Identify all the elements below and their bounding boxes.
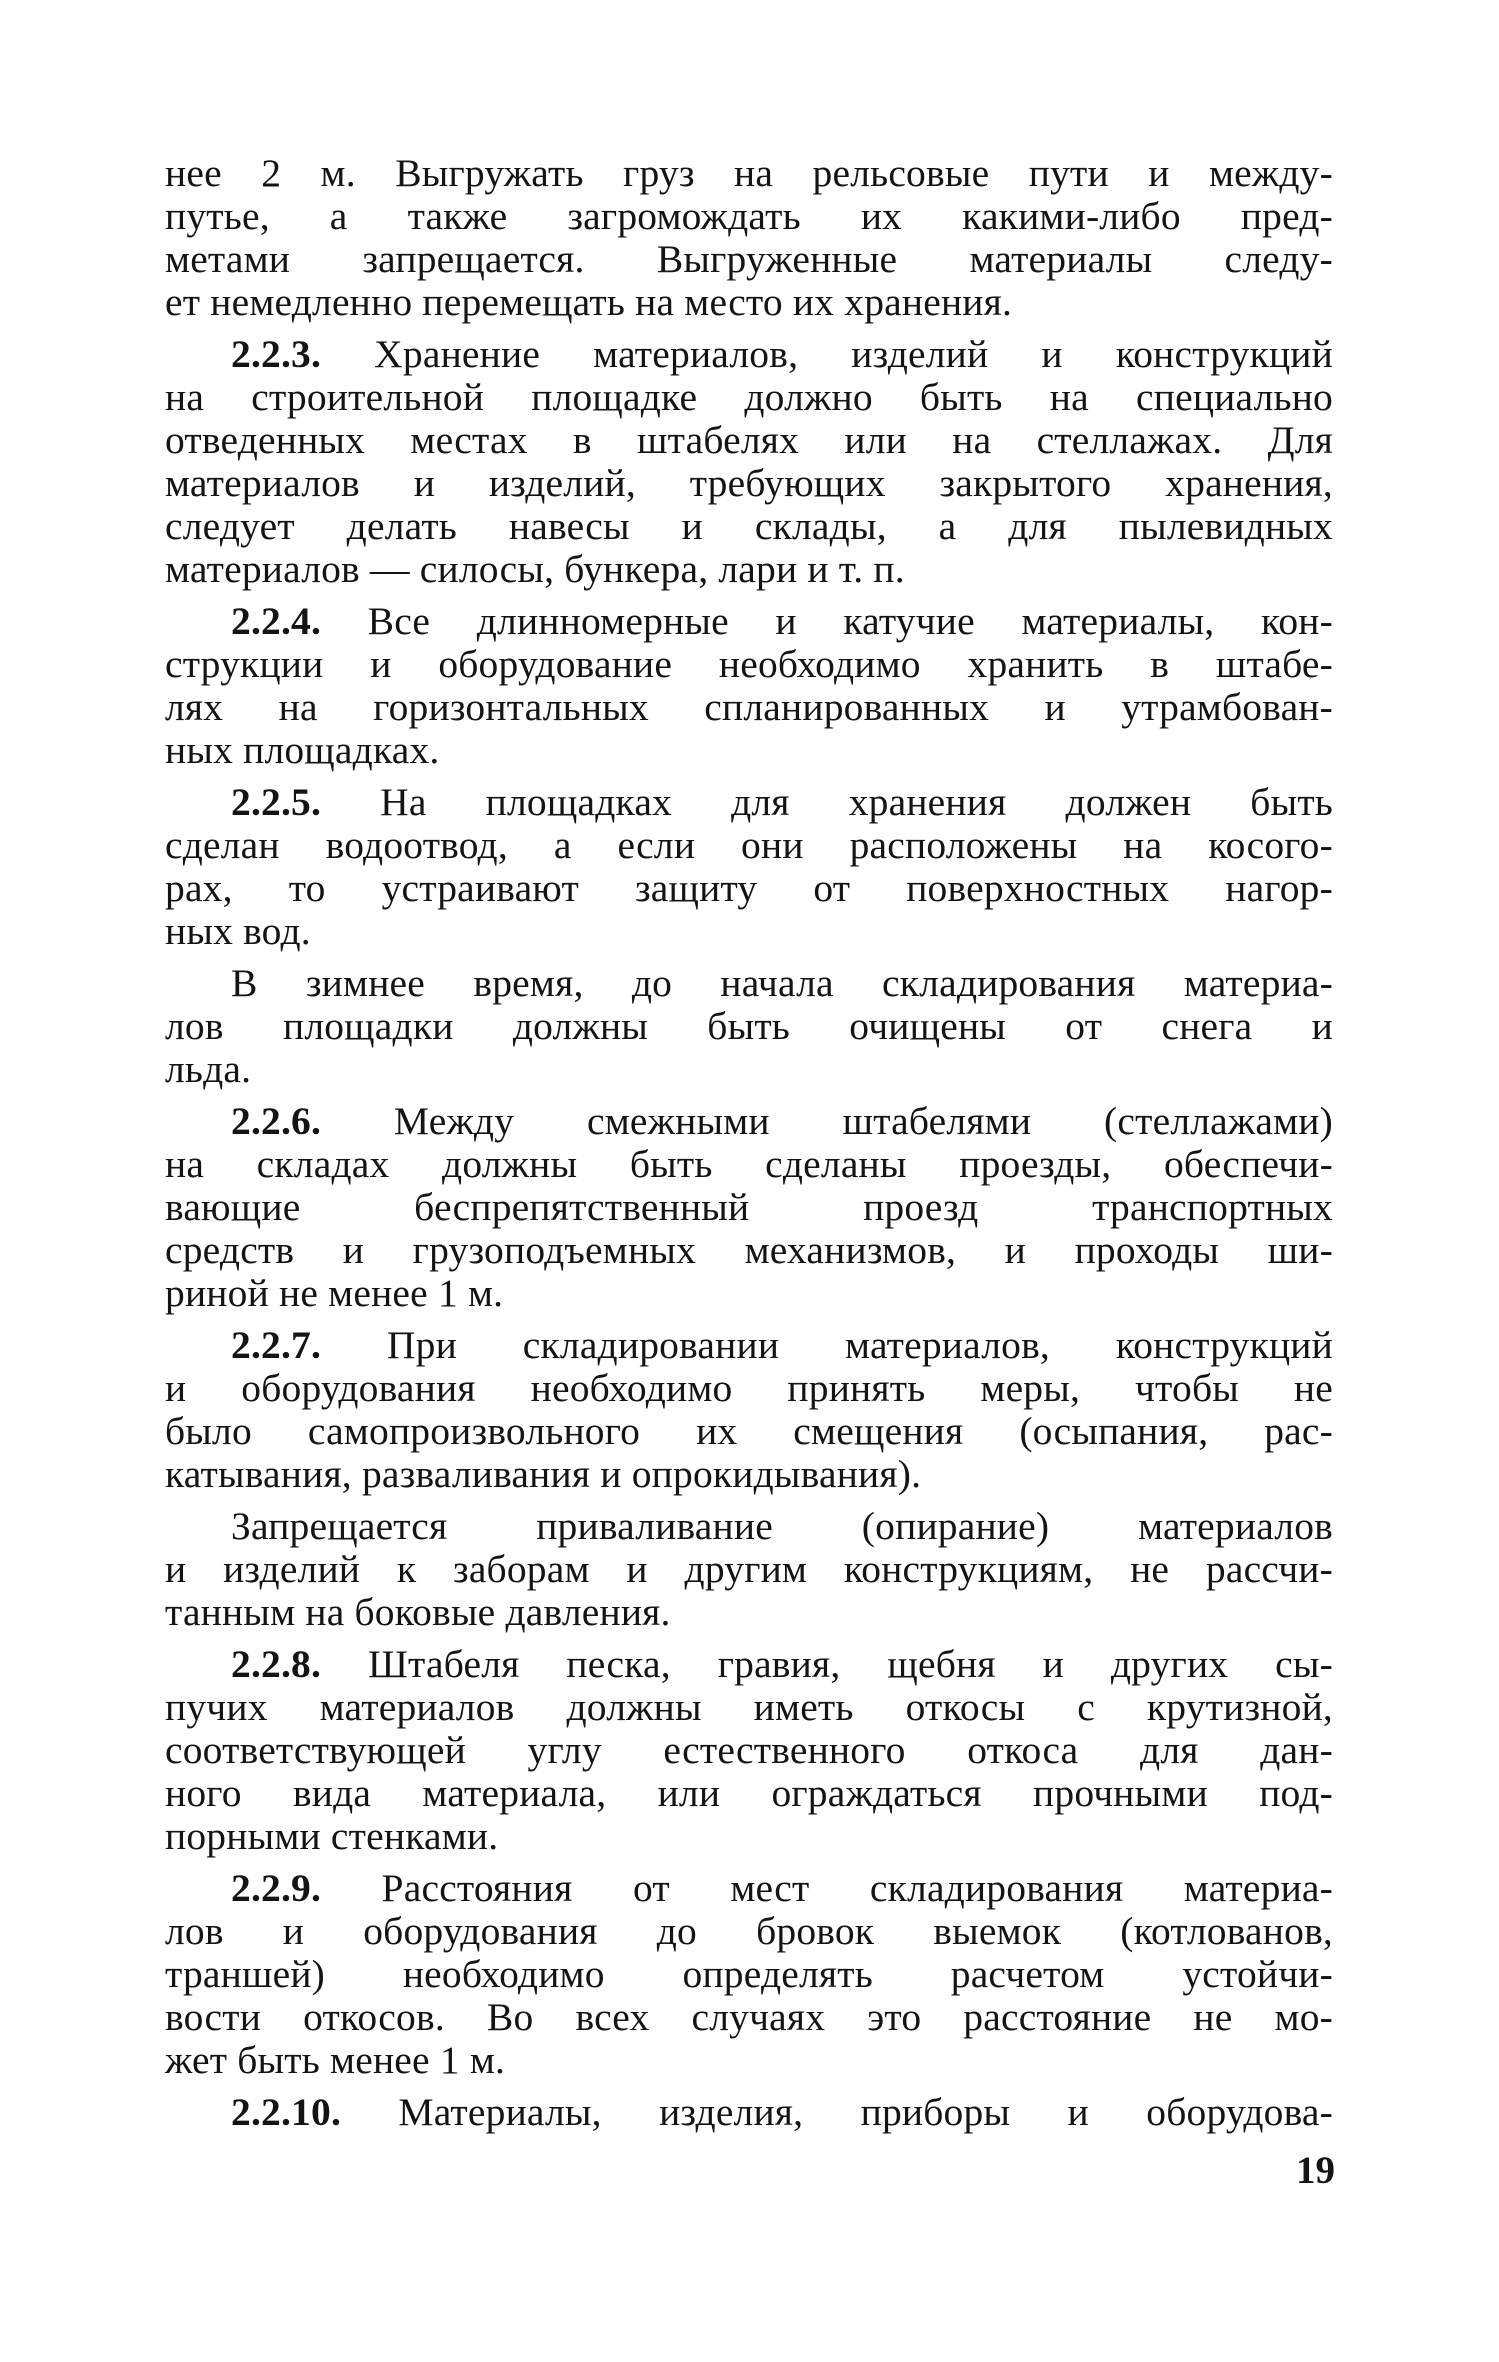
section-number: 2.2.9.	[231, 1866, 322, 1910]
text-line: ного вида материала, или ограждаться прочными под-	[165, 1771, 1333, 1815]
section-number: 2.2.8.	[231, 1642, 322, 1686]
text-line: пучих материалов должны иметь откосы с крутизной,	[165, 1685, 1333, 1729]
text-line: путье, а также загромождать их какими-либо пред-	[165, 194, 1333, 238]
text-line: танным на боковые давления.	[165, 1590, 671, 1634]
text-line: лях на горизонтальных спланированных и утрамбован-	[165, 685, 1333, 729]
text-line: ет немедленно перемещать на место их хранения.	[165, 280, 1013, 324]
document-page	[165, 150, 1333, 2362]
text-line: вости откосов. Во всех случаях это расстояние не мо-	[165, 1995, 1333, 2039]
text-line: струкции и оборудование необходимо хранить в штабе-	[165, 642, 1333, 686]
text-line: порными стенками.	[165, 1814, 499, 1858]
section-2-2-4-first-line: 2.2.4. Все длинномерные и катучие материалы, кон-	[231, 599, 1333, 643]
section-2-2-7-first-line: 2.2.7. При складировании материалов, конструкций	[231, 1323, 1333, 1367]
text-line: метами запрещается. Выгруженные материалы следу-	[165, 237, 1333, 281]
page-number: 19	[1296, 2149, 1335, 2192]
section-number: 2.2.6.	[231, 1099, 322, 1143]
text-line: ных вод.	[165, 909, 311, 953]
text-line: рах, то устраивают защиту от поверхностных нагор-	[165, 866, 1333, 910]
text-line: риной не менее 1 м.	[165, 1271, 504, 1315]
text-line: траншей) необходимо определять расчетом устойчи-	[165, 1952, 1333, 1996]
text-line: нее 2 м. Выгружать груз на рельсовые пути и между-	[165, 151, 1333, 195]
section-number: 2.2.4.	[231, 599, 322, 643]
paragraph-first-line: Запрещается приваливание (опирание) материалов	[231, 1504, 1333, 1548]
text-line: жет быть менее 1 м.	[165, 2038, 506, 2082]
section-number: 2.2.10.	[231, 2090, 342, 2134]
section-number: 2.2.5.	[231, 780, 322, 824]
text-line: средств и грузоподъемных механизмов, и проходы ши-	[165, 1228, 1333, 1272]
text-line: на строительной площадке должно быть на специально	[165, 375, 1333, 419]
section-2-2-3-first-line: 2.2.3. Хранение материалов, изделий и конструкций	[231, 332, 1333, 376]
text-line: соответствующей углу естественного откоса для дан-	[165, 1728, 1333, 1772]
text-line: лов и оборудования до бровок выемок (котлованов,	[165, 1909, 1333, 1953]
text-line: на складах должны быть сделаны проезды, обеспечи-	[165, 1142, 1333, 1186]
section-number: 2.2.7.	[231, 1323, 322, 1367]
section-2-2-10-first-line: 2.2.10. Материалы, изделия, приборы и оборудова-	[231, 2090, 1333, 2134]
text-line: ных площадках.	[165, 728, 440, 772]
section-2-2-6-first-line: 2.2.6. Между смежными штабелями (стеллажами)	[231, 1099, 1333, 1143]
text-line: и оборудования необходимо принять меры, чтобы не	[165, 1366, 1333, 1410]
section-2-2-9-first-line: 2.2.9. Расстояния от мест складирования материа-	[231, 1866, 1333, 1910]
text-line: льда.	[165, 1047, 252, 1091]
text-line: и изделий к заборам и другим конструкциям, не рассчи-	[165, 1547, 1333, 1591]
text-line: следует делать навесы и склады, а для пылевидных	[165, 504, 1333, 548]
paragraph-first-line: В зимнее время, до начала складирования материа-	[231, 961, 1333, 1005]
text-line: сделан водоотвод, а если они расположены на косого-	[165, 823, 1333, 867]
text-line: вающие беспрепятственный проезд транспортных	[165, 1185, 1333, 1229]
text-line: материалов и изделий, требующих закрытого хранения,	[165, 461, 1333, 505]
text-line: отведенных местах в штабелях или на стеллажах. Для	[165, 418, 1333, 462]
text-line: катывания, разваливания и опрокидывания).	[165, 1452, 922, 1496]
text-line: материалов — силосы, бункера, лари и т. п.	[165, 547, 905, 591]
section-2-2-8-first-line: 2.2.8. Штабеля песка, гравия, щебня и других сы-	[231, 1642, 1333, 1686]
section-number: 2.2.3.	[231, 332, 322, 376]
text-line: лов площадки должны быть очищены от снега и	[165, 1004, 1333, 1048]
text-line: было самопроизвольного их смещения (осыпания, рас-	[165, 1409, 1333, 1453]
section-2-2-5-first-line: 2.2.5. На площадках для хранения должен быть	[231, 780, 1333, 824]
